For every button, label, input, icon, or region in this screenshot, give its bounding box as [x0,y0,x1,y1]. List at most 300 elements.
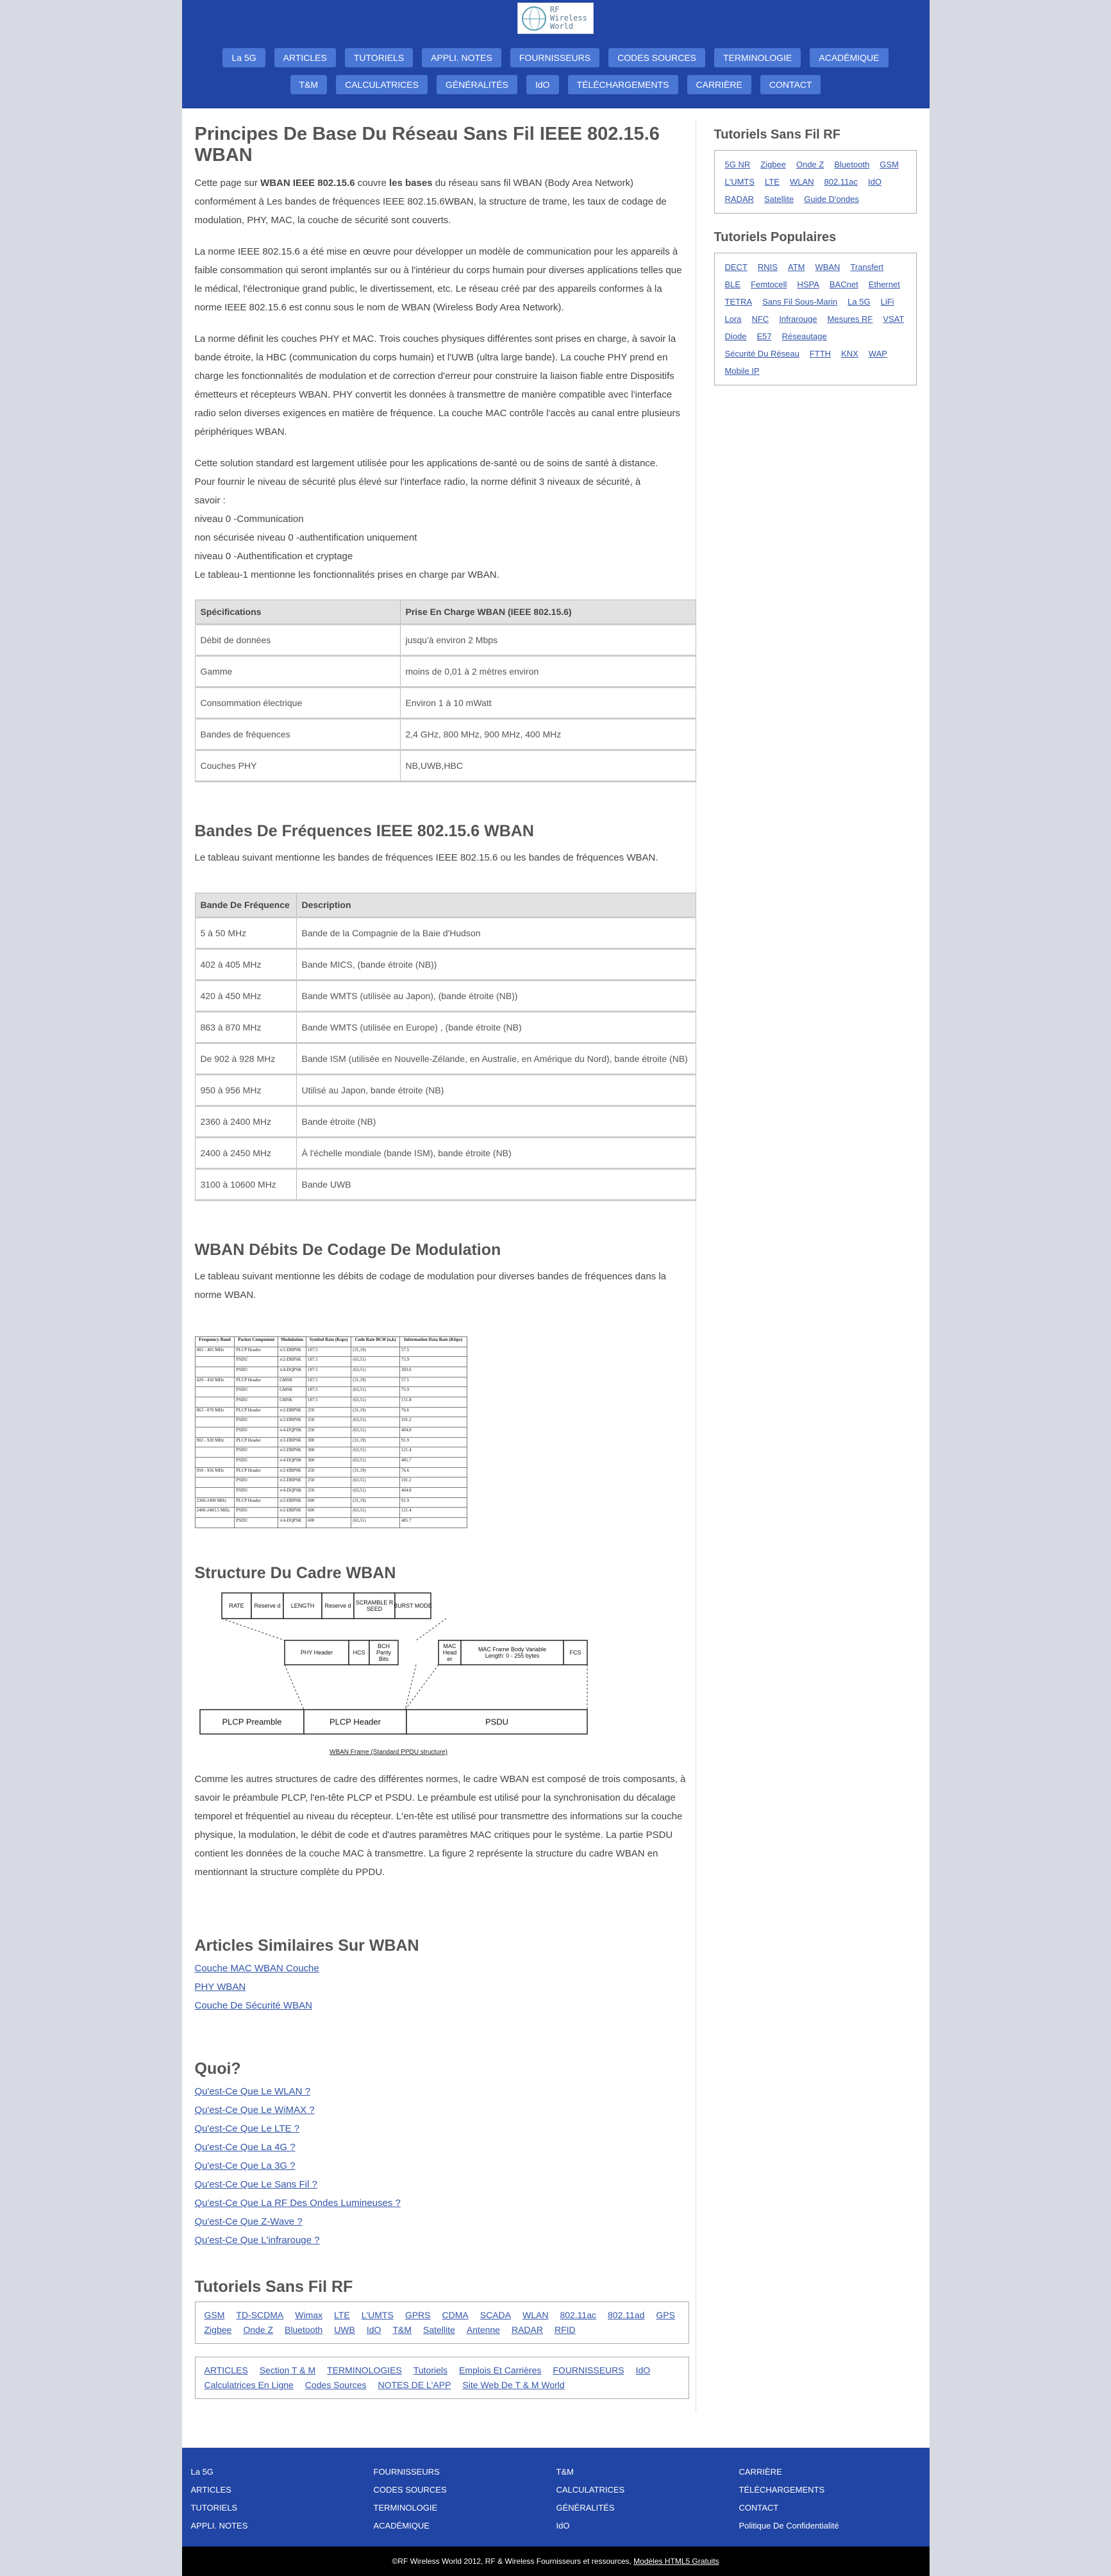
sidebar-popular-link[interactable]: Diode [724,332,747,341]
nav-la-5g[interactable]: La 5G [222,48,265,67]
misc-link[interactable]: TERMINOLOGIES [327,2365,402,2375]
sidebar-popular-link[interactable]: Femtocell [751,280,787,289]
tutorial-link[interactable]: Onde Z [243,2325,274,2335]
sidebar-rf-link[interactable]: Satellite [764,194,794,204]
table-cell: Consommation électrique [195,687,400,719]
table-cell: 600 [306,1497,351,1508]
sidebar-rf-link[interactable]: Zigbee [760,160,786,169]
sidebar-rf-box [714,150,917,214]
table-cell: (63,51) [351,1508,400,1518]
footer-link-articles[interactable]: ARTICLES [190,2485,231,2495]
intro-bold-bases: les bases [388,178,433,189]
logo-text [550,6,587,31]
footer-link-carri-re[interactable]: CARRIÈRE [739,2467,782,2477]
what-is-link[interactable]: Qu'est-Ce Que La 4G ? [194,2142,296,2153]
table-cell: Bande de la Compagnie de la Baie d'Hudson [296,918,696,949]
mac-field-1-label: MAC Frame Body Variable [478,1646,546,1653]
table-row [195,1377,467,1387]
copyright-text: ©RF Wireless World 2012, RF & Wireless Fournisseurs et ressources, [392,2557,634,2566]
sidebar-rf-link[interactable]: 802.11ac [824,177,858,187]
table-cell: 187.5 [306,1367,351,1377]
table-cell: 250 [306,1427,351,1438]
misc-link[interactable]: FOURNISSEURS [553,2365,624,2375]
table-row [195,750,696,782]
table-header-cell: Symbol Rate (Ksps) [306,1337,351,1347]
globe-icon [522,6,546,31]
table-cell: 250 [306,1467,351,1477]
tutorial-link[interactable]: IdO [366,2325,381,2335]
table-cell: 75.9 [399,1357,467,1367]
security-line: Le tableau-1 mentionne les fonctionnalités prises en charge par WBAN. [194,569,499,580]
frame-field-2-label: LENGTH [290,1603,314,1609]
site-header [182,0,930,108]
sidebar-popular-link[interactable]: Sécurité Du Réseau [724,349,799,358]
table-cell: 303.6 [399,1367,467,1377]
tutorial-link[interactable]: L'UMTS [361,2310,394,2320]
table-cell: 187.5 [306,1387,351,1397]
table-cell: (31,19) [351,1497,400,1508]
table-cell: PSDU [235,1458,278,1468]
phy-field-2-label: Bits [378,1656,388,1662]
footer-link-calculatrices[interactable]: CALCULATRICES [556,2485,625,2495]
table-cell: 91.9 [399,1497,467,1508]
footer-link-t-l-chargements[interactable]: TÉLÉCHARGEMENTS [739,2485,825,2495]
misc-links-box [195,2357,689,2399]
table-cell: PSDU [235,1397,278,1408]
what-links [195,2082,689,2250]
frame-field-1-label: Reserve d [253,1603,281,1609]
table-cell: (31,19) [351,1407,400,1417]
table-cell [195,1397,235,1408]
table-cell: (31,19) [351,1467,400,1477]
ppdu-field-1-label: PLCP Header [329,1717,381,1727]
table-cell: 151.8 [399,1397,467,1408]
sidebar-popular-link[interactable]: Ethernet [868,280,900,289]
table-row [195,625,696,656]
table-row [195,1467,467,1477]
tutorial-link[interactable]: GPRS [405,2310,431,2320]
sidebar-popular-link[interactable]: LiFi [880,297,894,307]
table-cell: 300 [306,1437,351,1447]
what-is-link[interactable]: Qu'est-Ce Que Le LTE ? [194,2123,299,2134]
table-cell: (63,51) [351,1357,400,1367]
sidebar-popular-link[interactable]: DECT [724,262,748,272]
table-row [195,949,696,981]
nav-contact[interactable]: CONTACT [760,75,821,94]
footer-link-contact[interactable]: CONTACT [739,2503,779,2513]
misc-link[interactable]: Site Web De T & M World [462,2380,565,2390]
article-content [195,121,696,2412]
table-cell [195,1488,235,1498]
phy-field-2-label: BCH [377,1643,390,1649]
sidebar-popular-link[interactable]: Infrarouge [779,314,817,324]
what-is-link[interactable]: Qu'est-Ce Que Le Sans Fil ? [194,2179,317,2190]
intro-paragraph [195,174,689,230]
table-cell: 902 - 928 MHz [195,1437,235,1447]
footer-link-acad-mique[interactable]: ACADÉMIQUE [373,2521,430,2530]
bands-intro: Le tableau suivant mentionne les bandes de fréquences IEEE 802.15.6 ou les bandes de fréquences WBAN. [194,852,658,863]
tutorial-link[interactable]: GPS [656,2310,675,2320]
table-cell: PSDU [235,1447,278,1458]
table-cell: 420 - 450 MHz [195,1377,235,1387]
sidebar-popular-link[interactable]: RNIS [757,262,778,272]
table-cell: À l'échelle mondiale (bande ISM), bande étroite (NB) [296,1138,696,1169]
copyright-bar [182,2547,930,2576]
sidebar-popular-link[interactable]: VSAT [883,314,905,324]
main-nav [210,48,902,94]
table-cell: π/2-DBPSK [278,1357,306,1367]
nav-tutoriels[interactable]: TUTORIELS [345,48,413,67]
table-header-cell: Bande De Fréquence [195,893,296,918]
sidebar-rf-link[interactable]: Onde Z [796,160,824,169]
table-cell: Bande MICS, (bande étroite (NB)) [296,949,696,981]
table-cell: π/2-DBPSK [278,1437,306,1447]
table-cell: π/4-DQPSK [278,1488,306,1498]
table-cell: 485.7 [399,1458,467,1468]
footer-link-fournisseurs[interactable]: FOURNISSEURS [373,2467,440,2477]
table-cell: (63,51) [351,1518,400,1528]
ppdu-field-2-label: PSDU [485,1717,508,1727]
tutorial-link[interactable]: LTE [334,2310,350,2320]
nav-t-l-chargements[interactable]: TÉLÉCHARGEMENTS [568,75,678,94]
table-row [195,687,696,719]
sidebar-popular-link[interactable]: TETRA [724,297,753,307]
wban-frame-diagram [195,1589,592,1764]
frame-field-4-label: SEED [366,1606,382,1612]
table-cell: PSDU [235,1518,278,1528]
table-row [195,1347,467,1357]
frame-title: Structure Du Cadre WBAN [194,1564,396,1582]
frame-paragraph: Comme les autres structures de cadre des différentes normes, le cadre WBAN est composé de trois composants, à savoir le préambule PLCP, l'en-tête PLCP et PSDU. Le préambule est utilisé pour la synchronisation du décalage temporel et fréquentiel au niveau du récepteur. L'en-tête est utilisé pour transmettre des informations sur la couche physique, la modulation, le débit de code et d'autres paramètres MAC critiques pour le système. La partie PSDU contient les données de la couche MAC à transmettre. La figure 2 représente la structure du cadre WBAN en mentionnant la structure complète du PPDU. [194,1774,686,1878]
tutorial-link[interactable]: RFID [555,2325,576,2335]
table-cell: 2400 à 2450 MHz [195,1138,296,1169]
table-row [195,1397,467,1408]
what-is-link[interactable]: Qu'est-Ce Que Z-Wave ? [194,2216,303,2227]
sidebar-popular-link[interactable]: KNX [841,349,858,358]
footer-link-terminologie[interactable]: TERMINOLOGIE [373,2503,438,2513]
table-cell: π/2-DBPSK [278,1347,306,1357]
table-cell: PLCP Header [235,1437,278,1447]
table-cell: (63,51) [351,1477,400,1488]
table-cell: Débit de données [195,625,400,656]
nav-t-m[interactable]: T&M [290,75,328,94]
paragraph-security [195,454,689,584]
what-is-link[interactable]: Qu'est-Ce Que Le WLAN ? [194,2086,310,2097]
table-cell: 76.6 [399,1467,467,1477]
sidebar-popular-link[interactable]: La 5G [848,297,871,307]
table-cell: 950 - 956 MHz [195,1467,235,1477]
sidebar-popular-link[interactable]: BACnet [829,280,858,289]
table-row [195,1106,696,1138]
security-line: non sécurisée niveau 0 -authentification uniquement [194,532,417,543]
table-cell: (63,51) [351,1488,400,1498]
sidebar-popular-link[interactable]: Réseautage [781,332,827,341]
table-row [195,918,696,949]
table-row [195,1488,467,1498]
table-cell: Bande étroite (NB) [296,1106,696,1138]
table-cell: 2360-2400 MHz [195,1497,235,1508]
misc-link[interactable]: Emplois Et Carrières [459,2365,542,2375]
table-cell: (63,51) [351,1397,400,1408]
site-logo[interactable] [517,3,594,34]
intro-bold-wban: WBAN IEEE 802.15.6 [260,178,355,189]
table-cell: moins de 0,01 à 2 mètres environ [400,656,696,687]
tutorial-link[interactable]: Bluetooth [285,2325,323,2335]
sidebar-popular-link[interactable]: NFC [751,314,769,324]
table-cell: PSDU [235,1508,278,1518]
table-header-cell: Packet Component [235,1337,278,1347]
table-cell: π/2-DBPSK [278,1447,306,1458]
tutorial-link[interactable]: Zigbee [204,2325,232,2335]
footer-link-tutoriels[interactable]: TUTORIELS [190,2503,238,2513]
table-cell [195,1367,235,1377]
table-cell: PLCP Header [235,1347,278,1357]
table-cell: 300 [306,1447,351,1458]
main-area [182,108,930,2448]
table-header-cell: Spécifications [195,600,400,625]
table-header-cell: Description [296,893,696,918]
table-row [195,981,696,1012]
table-header-row [195,600,696,625]
tutorial-link[interactable]: TD-SCDMA [236,2310,284,2320]
what-is-link[interactable]: Qu'est-Ce Que La RF Des Ondes Lumineuses ? [194,2198,401,2209]
logo-line-3: World [550,22,574,31]
sidebar-rf-link[interactable]: RADAR [724,194,755,204]
table-header-row [195,893,696,918]
nav-articles[interactable]: ARTICLES [274,48,336,67]
table-cell: π/2-DBPSK [278,1477,306,1488]
nav-codes-sources[interactable]: CODES SOURCES [608,48,705,67]
table-cell: Bande WMTS (utilisée au Japon), (bande étroite (NB)) [296,981,696,1012]
footer-link-g-n-ralit-s[interactable]: GÉNÉRALITÉS [556,2503,615,2513]
nav-appli-notes[interactable]: APPLI. NOTES [422,48,501,67]
security-line: niveau 0 -Communication [194,514,304,525]
nav-g-n-ralit-s[interactable]: GÉNÉRALITÉS [437,75,517,94]
table-cell: 101.2 [399,1417,467,1427]
sidebar-popular-link[interactable]: FTTH [809,349,831,358]
site-footer [182,2448,930,2547]
footer-link-la-5g[interactable]: La 5G [190,2467,213,2477]
misc-link[interactable]: Codes Sources [305,2380,367,2390]
misc-link[interactable]: NOTES DE L'APP [378,2380,451,2390]
frame-bottom-fields [200,1710,587,1734]
sidebar-popular-link[interactable]: ATM [787,262,805,272]
bands-table [195,893,696,1201]
table-cell: (31,19) [351,1437,400,1447]
intro-text-c: couvre [355,178,389,189]
table-cell: 3100 à 10600 MHz [195,1169,296,1200]
table-cell: Couches PHY [195,750,400,782]
table-cell: (63,51) [351,1417,400,1427]
tutorial-link[interactable]: SCADA [480,2310,511,2320]
table-cell: π/2-DBPSK [278,1417,306,1427]
nav-acad-mique[interactable]: ACADÉMIQUE [810,48,888,67]
sidebar-popular-link[interactable]: Sans Fil Sous-Marin [762,297,838,307]
security-line: niveau 0 -Authentification et cryptage [194,551,353,562]
mac-field-2-label: FCS [569,1649,581,1656]
what-is-link[interactable]: Qu'est-Ce Que Le WiMAX ? [194,2105,315,2116]
sidebar-popular-link[interactable]: HSPA [797,280,819,289]
table-cell: Bande WMTS (utilisée en Europe) , (bande étroite (NB) [296,1012,696,1043]
what-title: Quoi? [194,2060,241,2078]
table-cell: π/4-DQPSK [278,1518,306,1528]
table-cell [195,1447,235,1458]
misc-link[interactable]: Section T & M [259,2365,316,2375]
nav-carri-re[interactable]: CARRIÈRE [687,75,751,94]
mac-field-0-label: Head [442,1649,456,1656]
table-cell: (63,51) [351,1427,400,1438]
table-cell: GMSK [278,1397,306,1408]
table-cell: 250 [306,1407,351,1417]
table-row [195,1367,467,1377]
misc-link[interactable]: ARTICLES [204,2365,248,2375]
sidebar-rf-link[interactable]: 5G NR [724,160,751,169]
table-cell: 121.4 [399,1508,467,1518]
sidebar-popular-link[interactable]: WBAN [815,262,840,272]
table-cell: PLCP Header [235,1377,278,1387]
modulation-title: WBAN Débits De Codage De Modulation [194,1241,501,1259]
table-cell: 2360 à 2400 MHz [195,1106,296,1138]
tutorial-link[interactable]: GSM [204,2310,225,2320]
table-cell: 187.5 [306,1357,351,1367]
table-cell: 863 à 870 MHz [195,1012,296,1043]
table-cell: PSDU [235,1427,278,1438]
sidebar [696,121,917,2412]
mac-field-1-label: Length: 0 - 255 bytes [485,1653,539,1659]
table-cell: (31,19) [351,1377,400,1387]
tutorial-link[interactable]: 802.11ac [560,2310,597,2320]
sidebar-popular-link[interactable]: Mesures RF [827,314,873,324]
spec-table [195,600,696,782]
sidebar-popular-link[interactable]: Lora [724,314,742,324]
nav-terminologie[interactable]: TERMINOLOGIE [714,48,801,67]
similar-link[interactable]: Couche De Sécurité WBAN [194,2000,312,2011]
sidebar-popular-link[interactable]: Mobile IP [724,366,760,376]
sidebar-popular-link[interactable]: E57 [756,332,772,341]
table-cell: PLCP Header [235,1407,278,1417]
table-cell: 600 [306,1508,351,1518]
sidebar-popular-link[interactable]: BLE [724,280,741,289]
table-cell: PSDU [235,1357,278,1367]
table-row [195,1075,696,1106]
what-is-link[interactable]: Qu'est-Ce Que L'infrarouge ? [194,2235,320,2246]
table-cell: Environ 1 à 10 mWatt [400,687,696,719]
similar-link[interactable]: PHY WBAN [194,1982,246,1992]
tutorial-link[interactable]: Wimax [295,2310,323,2320]
table-cell: 187.5 [306,1347,351,1357]
frame-field-5-label: BURST MODE [393,1603,432,1609]
sidebar-popular-link[interactable]: WAP [868,349,887,358]
table-cell: 402 à 405 MHz [195,949,296,981]
table-cell: Gamme [195,656,400,687]
footer-link-appli-notes[interactable]: APPLI. NOTES [190,2521,248,2530]
table-row [195,1447,467,1458]
mac-field-0-label: MAC [443,1643,456,1649]
nav-ido[interactable]: IdO [526,75,559,94]
table-cell: 950 à 956 MHz [195,1075,296,1106]
tutorial-link[interactable]: WLAN [522,2310,549,2320]
table-cell: De 902 à 928 MHz [195,1043,296,1075]
table-cell: π/2-DBPSK [278,1497,306,1508]
misc-link[interactable]: Calculatrices En Ligne [204,2380,294,2390]
footer-link-codes-sources[interactable]: CODES SOURCES [373,2485,447,2495]
tutorial-link[interactable]: Satellite [423,2325,455,2335]
similar-links [195,1959,689,2015]
nav-fournisseurs[interactable]: FOURNISSEURS [510,48,599,67]
sidebar-popular-link[interactable]: Transfert [850,262,883,272]
tutorial-link[interactable]: RADAR [511,2325,543,2335]
security-line: Cette solution standard est largement utilisée pour les applications de-santé ou de soins de santé à distance. [194,458,658,469]
similar-link[interactable]: Couche MAC WBAN Couche [194,1963,319,1974]
sidebar-rf-link[interactable]: Bluetooth [834,160,870,169]
templates-link[interactable]: Modèles HTML5 Gratuits [633,2557,719,2566]
what-is-link[interactable]: Qu'est-Ce Que La 3G ? [194,2160,296,2171]
security-line: Pour fournir le niveau de sécurité plus élevé sur l'interface radio, la norme définit 3 niveaux de sécurité, à [194,476,641,487]
sidebar-rf-link[interactable]: GSM [880,160,899,169]
sidebar-rf-link[interactable]: LTE [765,177,780,187]
tutorial-link[interactable]: UWB [334,2325,355,2335]
table-cell: 187.5 [306,1377,351,1387]
mac-field-0-label: er [446,1656,453,1662]
phy-field-2-label: Parity [376,1649,391,1656]
misc-link[interactable]: IdO [635,2365,651,2375]
table-cell: π/2-DBPSK [278,1508,306,1518]
table-cell: 57.5 [399,1377,467,1387]
table-row [195,1458,467,1468]
intro-text-a: Cette page sur [194,178,261,189]
sidebar-rf-link[interactable]: Guide D'ondes [804,194,859,204]
footer-link-ido[interactable]: IdO [556,2521,570,2530]
nav-calculatrices[interactable]: CALCULATRICES [336,75,428,94]
table-cell: 250 [306,1488,351,1498]
table-cell: 402 - 405 MHz [195,1347,235,1357]
sidebar-rf-link[interactable]: L'UMTS [724,177,755,187]
frame-mid-fields [285,1640,587,1665]
footer-link-politique-de-confidentialit[interactable]: Politique De Confidentialité [739,2521,839,2530]
frame-top-fields [222,1593,432,1619]
table-row [195,1437,467,1447]
sidebar-rf-link[interactable]: IdO [868,177,881,187]
tutorials-box [195,2302,689,2344]
table-cell: 75.9 [399,1387,467,1397]
table-cell: 187.5 [306,1397,351,1408]
table-header-cell: Prise En Charge WBAN (IEEE 802.15.6) [400,600,696,625]
ppdu-field-0-label: PLCP Preamble [222,1717,281,1727]
table-cell: 91.9 [399,1437,467,1447]
table-cell: PSDU [235,1477,278,1488]
table-cell: 404.8 [399,1427,467,1438]
tutorial-link[interactable]: T&M [392,2325,412,2335]
table-header-cell: Frequency Band [195,1337,235,1347]
tutorial-link[interactable]: Antenne [466,2325,500,2335]
table-cell: 101.2 [399,1477,467,1488]
table-header-cell: Information Data Rate (Kbps) [399,1337,467,1347]
table-cell: 250 [306,1477,351,1488]
tutorial-link[interactable]: CDMA [442,2310,469,2320]
table-cell [195,1427,235,1438]
table-cell [195,1357,235,1367]
modulation-table-image [195,1336,467,1528]
table-row [195,1427,467,1438]
frame-field-3-label: Reserve d [324,1603,351,1609]
misc-link[interactable]: Tutoriels [413,2365,447,2375]
table-cell: 863 - 870 MHz [195,1407,235,1417]
sidebar-rf-link[interactable]: WLAN [789,177,814,187]
tutorial-link[interactable]: 802.11ad [608,2310,645,2320]
page-title: Principes De Base Du Réseau Sans Fil IEEE 802.15.6 WBAN [194,124,660,165]
footer-link-t-m[interactable]: T&M [556,2467,574,2477]
table-cell: PSDU [235,1387,278,1397]
